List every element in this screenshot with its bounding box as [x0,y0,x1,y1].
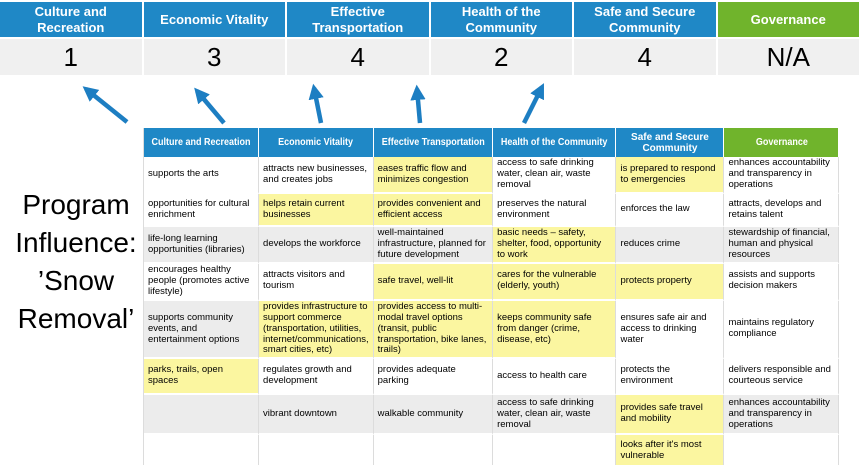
matrix-cell: encourages healthy people (promotes active lifestyle) [144,264,259,301]
matrix-head [144,128,839,157]
matrix-cell: supports the arts [144,157,259,194]
matrix-cell: protects property [616,264,724,301]
matrix-cell: helps retain current businesses [259,194,374,227]
matrix-row [144,194,839,227]
influence-arrows [0,82,600,128]
matrix-cell [259,435,374,465]
matrix-cell: safe travel, well-lit [374,264,493,301]
summary-score-economic-vitality: 3 [144,39,286,75]
matrix-cell: access to health care [493,359,616,395]
summary-score-health-of-the-community: 2 [431,39,573,75]
matrix-cell: provides convenient and efficient access [374,194,493,227]
matrix-cell: attracts new businesses, and creates jobs [259,157,374,194]
matrix-cell [144,435,259,465]
matrix-cell: provides adequate parking [374,359,493,395]
summary-header-safe-and-secure-community: Safe and Secure Community [574,2,716,37]
matrix-cell: parks, trails, open spaces [144,359,259,395]
program-title-line: ’Snow [37,265,115,296]
summary-header-economic-vitality: Economic Vitality [144,2,286,37]
matrix-cell: cares for the vulnerable (elderly, youth) [493,264,616,301]
matrix-row [144,301,839,360]
matrix-cell: is prepared to respond to emergencies [616,157,724,194]
matrix-header-label: Effective Transportation [381,137,485,148]
matrix-header-label: Safe and Secure Community [631,131,709,154]
matrix-cell: ensures safe air and access to drinking water [616,301,724,360]
matrix-cell: attracts, develops and retains talent [724,194,839,227]
matrix-header-effective-transportation [374,128,493,157]
matrix-cell: preserves the natural environment [493,194,616,227]
matrix-cell: regulates growth and development [259,359,374,395]
matrix-cell: develops the workforce [259,227,374,264]
matrix-cell: maintains regulatory compliance [724,301,839,360]
values-matrix [143,128,839,465]
matrix-header-label: Health of the Community [501,137,608,148]
matrix-cell: stewardship of financial, human and physical resources [724,227,839,264]
matrix-row [144,157,839,194]
program-title [0,186,152,338]
matrix-row [144,227,839,264]
summary-header-health-of-the-community: Health of the Community [431,2,573,37]
matrix-row [144,435,839,465]
matrix-cell: opportunities for cultural enrichment [144,194,259,227]
matrix-cell: access to safe drinking water, clean air, waste removal [493,157,616,194]
matrix-cell: keeps community safe from danger (crime, disease, etc) [493,301,616,360]
matrix-cell: assists and supports decision makers [724,264,839,301]
matrix-cell [374,435,493,465]
matrix-header-label: Culture and Recreation [151,137,251,148]
matrix-cell: provides access to multi-modal travel options (transit, public transportation, bike lanes, trails) [374,301,493,360]
summary-band [0,0,859,75]
matrix-cell: basic needs – safety, shelter, food, opportunity to work [493,227,616,264]
matrix-cell [493,435,616,465]
arrow-icon [417,89,420,123]
matrix-header-label: Governance [755,137,808,148]
matrix-cell: eases traffic flow and minimizes congestion [374,157,493,194]
matrix-header-culture-and-recreation [144,128,259,157]
program-title-line: Influence: [15,227,137,258]
matrix-cell: enhances accountability and transparency in operations [724,395,839,435]
arrow-icon [314,88,321,123]
matrix-cell: delivers responsible and courteous service [724,359,839,395]
matrix-header-safe-and-secure-community [616,128,724,157]
matrix-header-governance [724,128,839,157]
matrix-cell: enforces the law [616,194,724,227]
arrow-icon [197,91,224,123]
matrix-cell [144,395,259,435]
matrix-row [144,395,839,435]
matrix-row [144,264,839,301]
summary-header-effective-transportation: Effective Transportation [287,2,429,37]
matrix-cell: well-maintained infrastructure, planned for future development [374,227,493,264]
summary-header-governance: Governance [718,2,859,37]
summary-score-governance: N/A [718,39,859,75]
program-title-line: Removal’ [17,303,135,334]
matrix-body [144,157,839,465]
arrow-icon [86,89,127,122]
matrix-cell: access to safe drinking water, clean air, waste removal [493,395,616,435]
matrix-header-health-of-the-community [493,128,616,157]
matrix-cell: looks after it's most vulnerable [616,435,724,465]
matrix-cell: attracts visitors and tourism [259,264,374,301]
matrix-cell: provides infrastructure to support commerce (transportation, utilities, internet/communications, smart cities, etc) [259,301,374,360]
matrix-cell: life-long learning opportunities (libraries) [144,227,259,264]
summary-score-culture-and-recreation: 1 [0,39,142,75]
program-title-line: Program [22,189,130,220]
matrix-header-label: Economic Vitality [278,137,354,148]
matrix-cell [724,435,839,465]
arrow-icon [524,87,542,123]
matrix-cell: reduces crime [616,227,724,264]
summary-header-culture-and-recreation: Culture and Recreation [0,2,142,37]
matrix-cell: enhances accountability and transparency in operations [724,157,839,194]
matrix-cell: provides safe travel and mobility [616,395,724,435]
matrix-cell: supports community events, and entertainment options [144,301,259,360]
matrix-header-row [144,128,839,157]
matrix-header-economic-vitality [259,128,374,157]
matrix-cell: protects the environment [616,359,724,395]
summary-score-effective-transportation: 4 [287,39,429,75]
matrix-cell: walkable community [374,395,493,435]
matrix-cell: vibrant downtown [259,395,374,435]
summary-score-safe-and-secure-community: 4 [574,39,716,75]
matrix-row [144,359,839,395]
